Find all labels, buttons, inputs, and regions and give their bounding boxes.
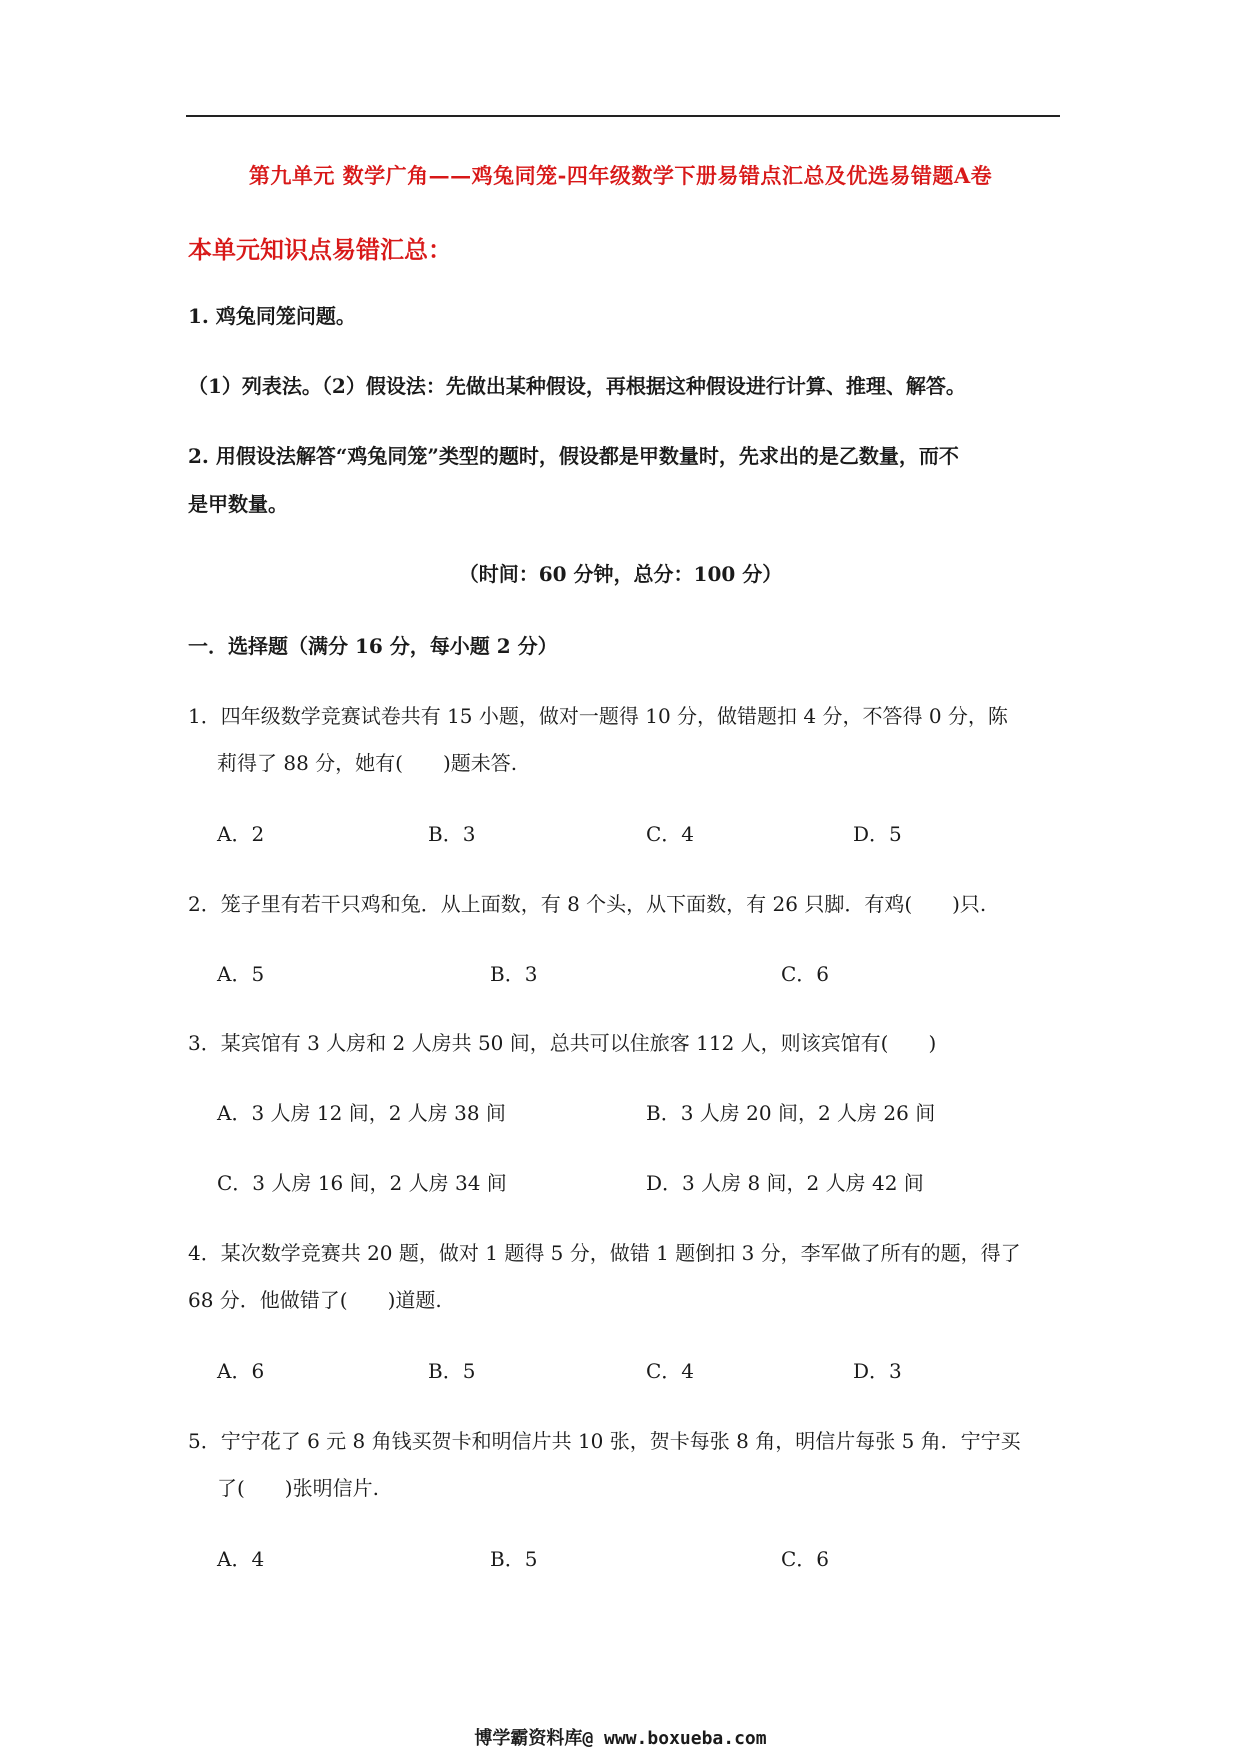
- question-1-line-1: 1．四年级数学竞赛试卷共有 15 小题，做对一题得 10 分，做错题扣 4 分，不答得 0 分，陈: [188, 704, 1008, 728]
- q4-option-a[interactable]: A．6: [217, 1359, 265, 1383]
- time-info: （时间：60 分钟，总分：100 分）: [458, 562, 783, 586]
- document-title: 第九单元 数学广角——鸡兔同笼-四年级数学下册易错点汇总及优选易错题A卷: [248, 163, 993, 188]
- q3-option-d[interactable]: D．3 人房 8 间，2 人房 42 间: [646, 1171, 924, 1195]
- question-2-line-1: 2．笼子里有若干只鸡和兔．从上面数，有 8 个头，从下面数，有 26 只脚．有鸡( )只.: [188, 892, 987, 916]
- section-heading: 本单元知识点易错汇总：: [188, 235, 452, 264]
- q2-option-a[interactable]: A．5: [217, 962, 265, 986]
- point-1: 1. 鸡兔同笼问题。: [188, 304, 356, 328]
- footer-site-name: 博学霸资料库: [474, 1728, 583, 1749]
- q1-option-a[interactable]: A．2: [217, 822, 265, 846]
- q4-option-d[interactable]: D．3: [853, 1359, 902, 1383]
- question-3-line-1: 3．某宾馆有 3 人房和 2 人房共 50 间，总共可以住旅客 112 人，则该宾馆有( ): [188, 1031, 937, 1055]
- q4-option-c[interactable]: C．4: [646, 1359, 695, 1383]
- q3-option-a[interactable]: A．3 人房 12 间，2 人房 38 间: [217, 1101, 506, 1125]
- question-1-line-2: 莉得了 88 分，她有( )题未答.: [217, 751, 518, 775]
- point-2: 2. 用假设法解答“鸡兔同笼”类型的题时，假设都是甲数量时，先求出的是乙数量，而不: [188, 444, 959, 468]
- page-footer: [0, 1724, 1241, 1750]
- q1-option-b[interactable]: B．3: [428, 822, 476, 846]
- q4-option-b[interactable]: B．5: [428, 1359, 476, 1383]
- question-5-line-1: 5．宁宁花了 6 元 8 角钱买贺卡和明信片共 10 张，贺卡每张 8 角，明信片每张 5 角．宁宁买: [188, 1429, 1021, 1453]
- q2-option-b[interactable]: B．3: [490, 962, 538, 986]
- q1-option-c[interactable]: C．4: [646, 822, 695, 846]
- q5-option-b[interactable]: B．5: [490, 1547, 538, 1571]
- part-1-heading: 一．选择题（满分 16 分，每小题 2 分）: [188, 634, 558, 658]
- q5-option-a[interactable]: A．4: [217, 1547, 265, 1571]
- q5-option-c[interactable]: C．6: [781, 1547, 830, 1571]
- q3-option-b[interactable]: B．3 人房 20 间，2 人房 26 间: [646, 1101, 936, 1125]
- q2-option-c[interactable]: C．6: [781, 962, 830, 986]
- point-2-cont: 是甲数量。: [188, 492, 288, 516]
- question-5-line-2: 了( )张明信片.: [217, 1476, 379, 1500]
- header-rule: [186, 115, 1060, 117]
- footer-site-url[interactable]: @ www.boxueba.com: [582, 1728, 767, 1749]
- question-4-line-1: 4．某次数学竞赛共 20 题，做对 1 题得 5 分，做错 1 题倒扣 3 分，李军做了所有的题，得了: [188, 1241, 1021, 1265]
- q3-option-c[interactable]: C．3 人房 16 间，2 人房 34 间: [217, 1171, 507, 1195]
- q1-option-d[interactable]: D．5: [853, 822, 902, 846]
- question-4-line-2: 68 分．他做错了( )道题.: [188, 1288, 442, 1312]
- point-1-methods: （1）列表法。（2）假设法：先做出某种假设，再根据这种假设进行计算、推理、解答。: [188, 374, 966, 398]
